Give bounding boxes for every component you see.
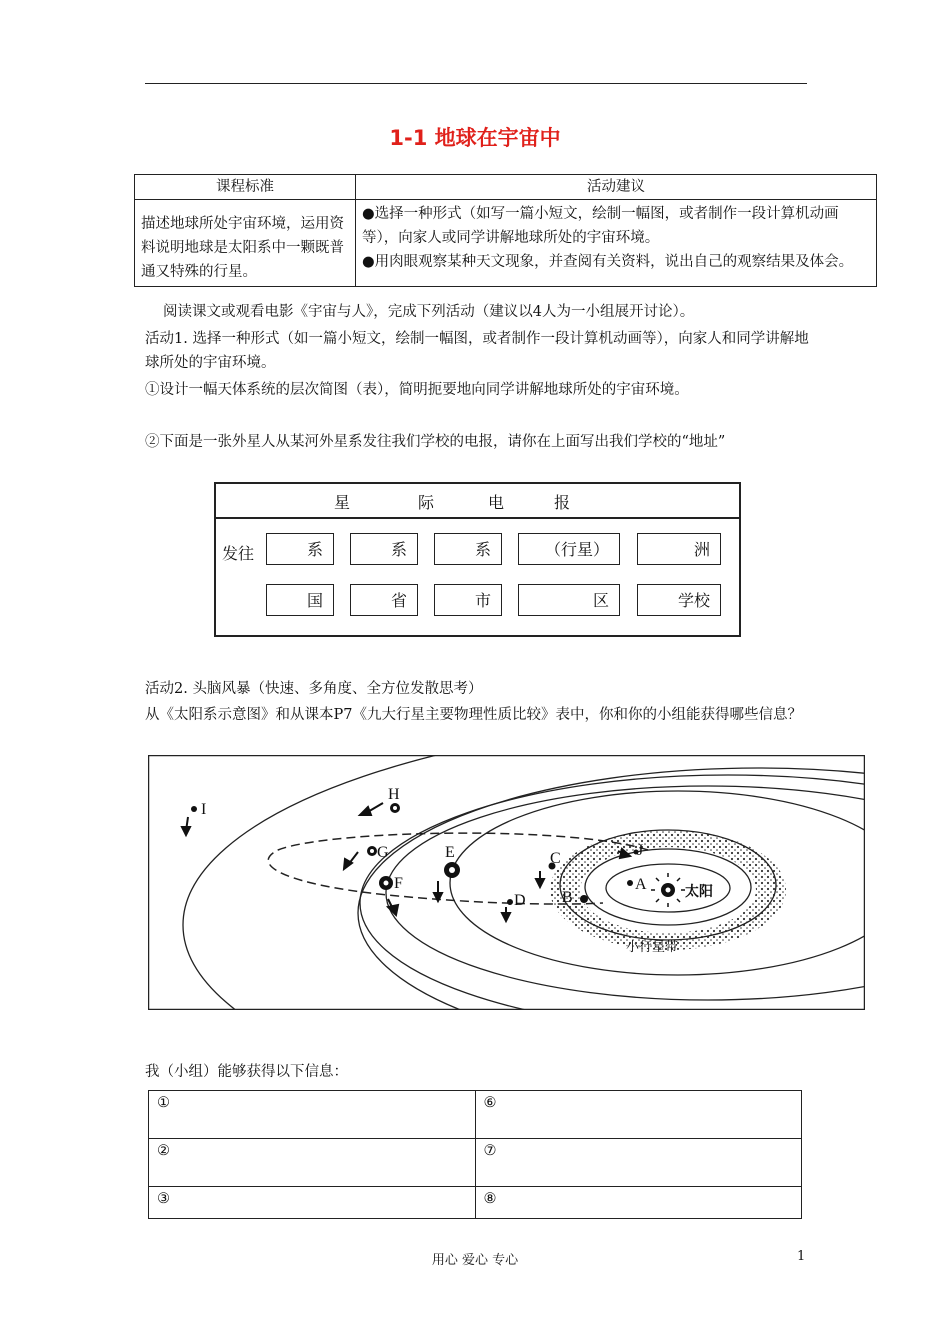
info-cell-2[interactable]: ②: [149, 1139, 476, 1187]
label-e: E: [445, 844, 455, 861]
telegram-form: [214, 482, 741, 637]
asteroid-belt-label: 小行星带: [626, 940, 679, 955]
suggestion-1: ●选择一种形式（如写一篇小短文，绘制一幅图，或者制作一段计算机动画等），向家人或同学讲解地球所处的宇宙环境。: [362, 206, 839, 246]
standard-text: 描述地球所处宇宙环境，运用资料说明地球是太阳系中一颗既普通又特殊的行星。: [135, 200, 356, 287]
continent-field[interactable]: 洲: [637, 533, 721, 565]
label-f: F: [394, 875, 403, 892]
planet-b: [580, 895, 588, 903]
send-to-label: 发往: [222, 544, 255, 563]
info-cell-6[interactable]: ⑥: [475, 1091, 802, 1139]
country-field[interactable]: 国: [266, 584, 334, 616]
info-cell-1[interactable]: ①: [149, 1091, 476, 1139]
galaxy-field[interactable]: 系: [266, 533, 334, 565]
label-c: C: [550, 850, 561, 867]
telegram-title-char: 星: [334, 493, 351, 512]
info-cell-3[interactable]: ③: [149, 1187, 476, 1219]
label-h: H: [388, 786, 400, 803]
sun-label: 太阳: [685, 884, 713, 900]
label-i: I: [201, 801, 207, 818]
system-field[interactable]: 系: [434, 533, 502, 565]
activity2-title: 活动2. 头脑风暴（快速、多角度、全方位发散思考）: [145, 681, 483, 697]
intro-text: 阅读课文或观看电影《宇宙与人》，完成下列活动（建议以4人为一小组展开讨论）。: [163, 304, 695, 320]
label-g: G: [377, 844, 389, 861]
info-intro: 我（小组）能够获得以下信息：: [145, 1064, 348, 1080]
telegram-header: [216, 484, 739, 519]
label-j: J: [637, 842, 644, 859]
header-rule: [145, 83, 807, 84]
school-field[interactable]: 学校: [637, 584, 721, 616]
suggestion-2: ●用肉眼观察某种天文现象，并查阅有关资料，说出自己的观察结果及体会。: [362, 254, 854, 270]
solar-system-diagram: [148, 755, 865, 1010]
telegram-title-char: 电: [488, 493, 505, 512]
page-footer: 用心 爱心 专心: [431, 1253, 519, 1268]
planet-d: [507, 899, 513, 905]
label-d: D: [514, 892, 526, 909]
telegram-title-char: 报: [554, 493, 571, 512]
planet-field[interactable]: （行星）: [518, 533, 620, 565]
info-cell-8[interactable]: ⑧: [475, 1187, 802, 1219]
task1-text: ①设计一幅天体系统的层次简图（表），简明扼要地向同学讲解地球所处的宇宙环境。: [145, 382, 689, 398]
curriculum-table: [134, 174, 877, 287]
district-field[interactable]: 区: [518, 584, 620, 616]
page-number: 1: [797, 1249, 806, 1264]
info-table: [148, 1090, 802, 1219]
page-title: 1-1 地球在宇宙中: [389, 126, 561, 150]
info-cell-7[interactable]: ⑦: [475, 1139, 802, 1187]
label-b: B: [562, 889, 573, 906]
planet-i: [191, 806, 197, 812]
label-a: A: [635, 876, 647, 893]
activity1-text: 活动1. 选择一种形式（如一篇小短文，绘制一幅图，或者制作一段计算机动画等），向家人和同学讲解地球所处的宇宙环境。: [145, 331, 809, 371]
table-header-standard: 课程标准: [135, 175, 356, 200]
activity2-text: 从《太阳系示意图》和从课本P7《九大行星主要物理性质比较》表中，你和你的小组能获得哪些信息？: [145, 707, 802, 723]
planet-a: [627, 880, 633, 886]
table-header-suggestion: 活动建议: [356, 175, 877, 200]
system-field[interactable]: 系: [350, 533, 418, 565]
telegram-title-char: 际: [418, 493, 435, 512]
province-field[interactable]: 省: [350, 584, 418, 616]
task2-text: ②下面是一张外星人从某河外星系发往我们学校的电报，请你在上面写出我们学校的“地址”: [145, 434, 726, 450]
city-field[interactable]: 市: [434, 584, 502, 616]
